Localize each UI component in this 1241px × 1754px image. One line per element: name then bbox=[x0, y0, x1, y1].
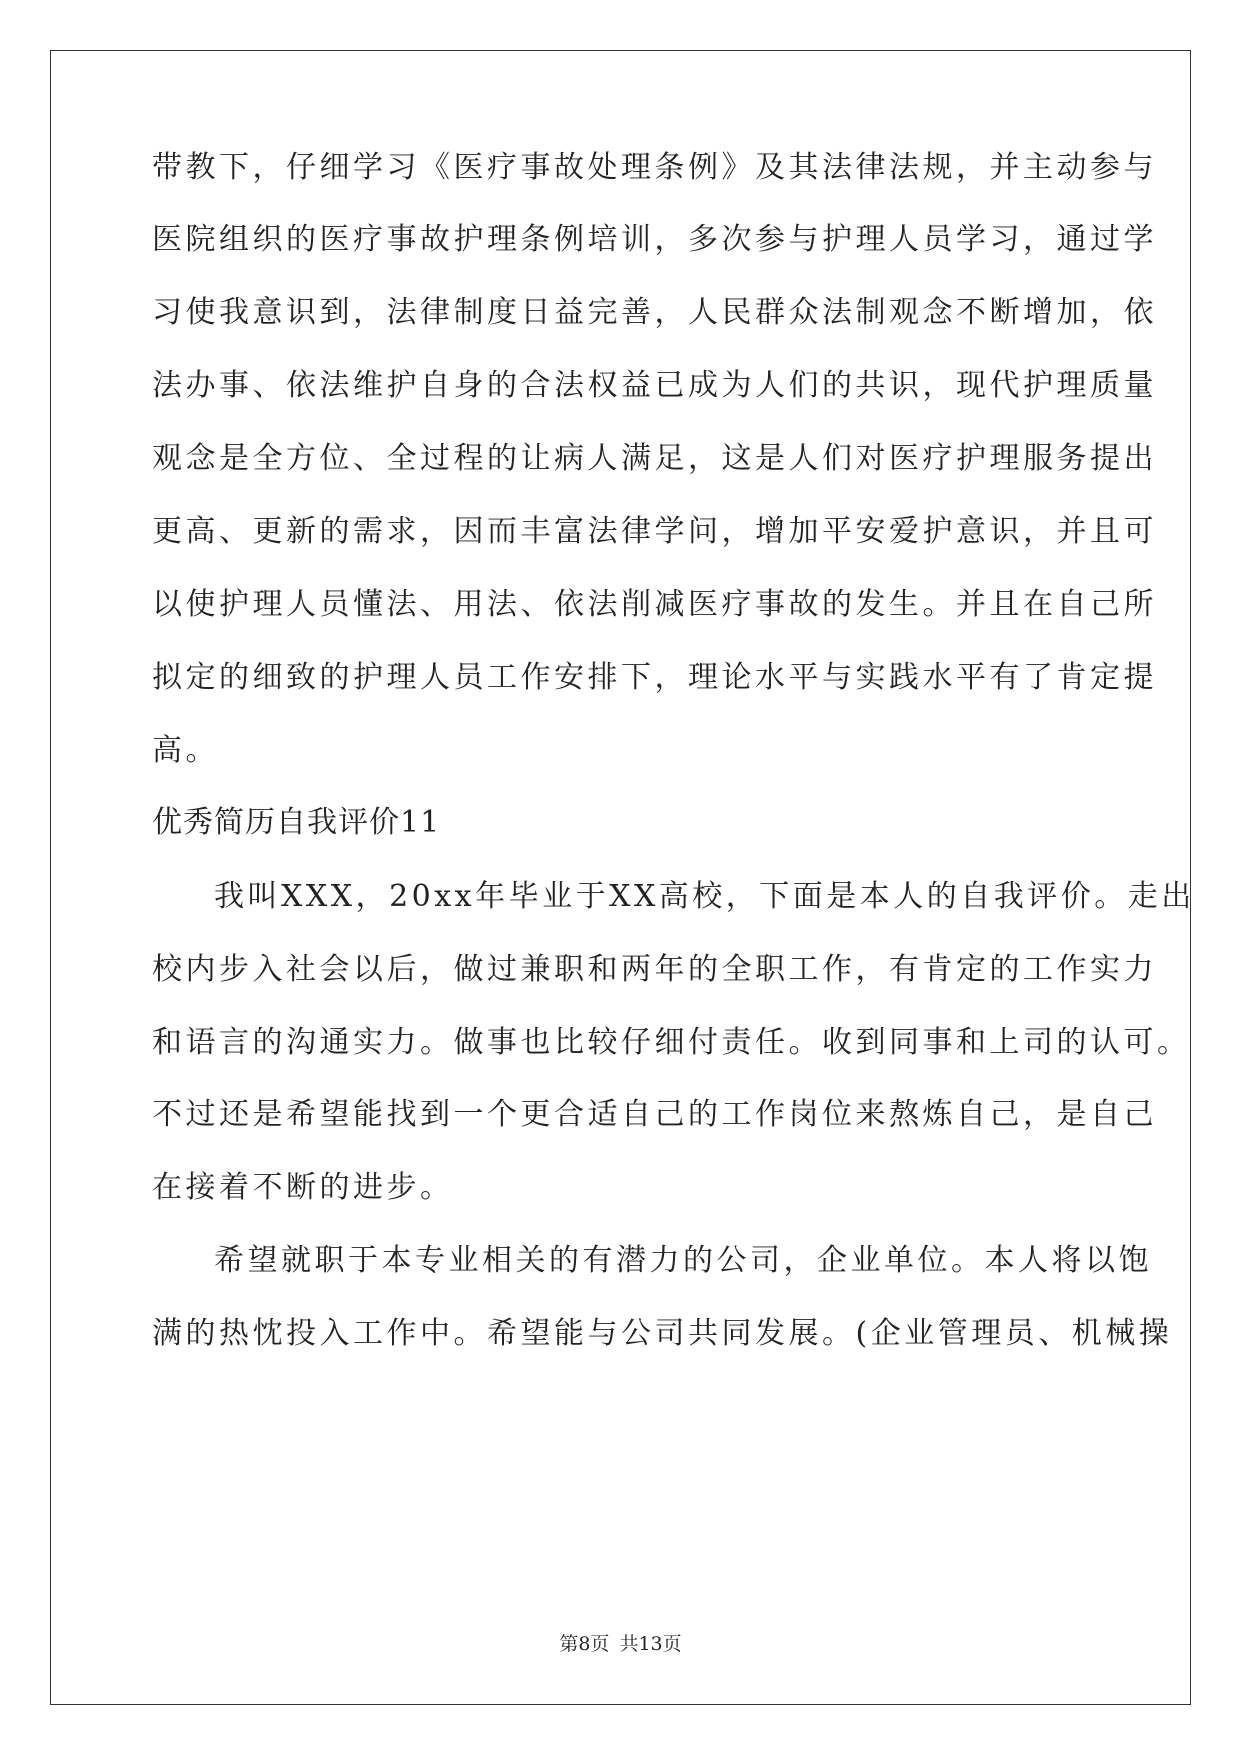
text-line: 希望就职于本专业相关的有潜力的公司，企业单位。本人将以饱 bbox=[214, 1243, 1152, 1278]
text-line: 高。 bbox=[152, 733, 219, 768]
text-line: 带教下，仔细学习《医疗事故处理条例》及其法律法规，并主动参与 bbox=[152, 150, 1157, 185]
text-line: 校内步入社会以后，做过兼职和两年的全职工作，有肯定的工作实力 bbox=[152, 952, 1157, 987]
text-line: 医院组织的医疗事故护理条例培训，多次参与护理人员学习，通过学 bbox=[152, 222, 1157, 257]
text-line: 我叫XXX，20xx年毕业于XX高校，下面是本人的自我评价。走出 bbox=[214, 879, 1195, 914]
text-line: 拟定的细致的护理人员工作安排下，理论水平与实践水平有了肯定提 bbox=[152, 660, 1157, 695]
text-line: 和语言的沟通实力。做事也比较仔细付责任。收到同事和上司的认可。 bbox=[152, 1025, 1191, 1060]
section-heading: 优秀简历自我评价11 bbox=[152, 805, 441, 840]
page-total: 共13页 bbox=[619, 1633, 682, 1655]
page-footer bbox=[0, 1632, 1241, 1656]
text-line: 观念是全方位、全过程的让病人满足，这是人们对医疗护理服务提出 bbox=[152, 441, 1157, 476]
text-line: 法办事、依法维护自身的合法权益已成为人们的共识，现代护理质量 bbox=[152, 368, 1157, 403]
text-line: 在接着不断的进步。 bbox=[152, 1170, 454, 1205]
text-line: 习使我意识到，法律制度日益完善，人民群众法制观念不断增加，依 bbox=[152, 295, 1157, 330]
text-line: 满的热忱投入工作中。希望能与公司共同发展。(企业管理员、机械操 bbox=[152, 1316, 1173, 1351]
page-number: 第8页 bbox=[559, 1633, 610, 1655]
text-line: 以使护理人员懂法、用法、依法削减医疗事故的发生。并且在自己所 bbox=[152, 587, 1157, 622]
text-line: 不过还是希望能找到一个更合适自己的工作岗位来熬炼自己，是自己 bbox=[152, 1097, 1157, 1132]
text-line: 更高、更新的需求，因而丰富法律学问，增加平安爱护意识，并且可 bbox=[152, 514, 1157, 549]
